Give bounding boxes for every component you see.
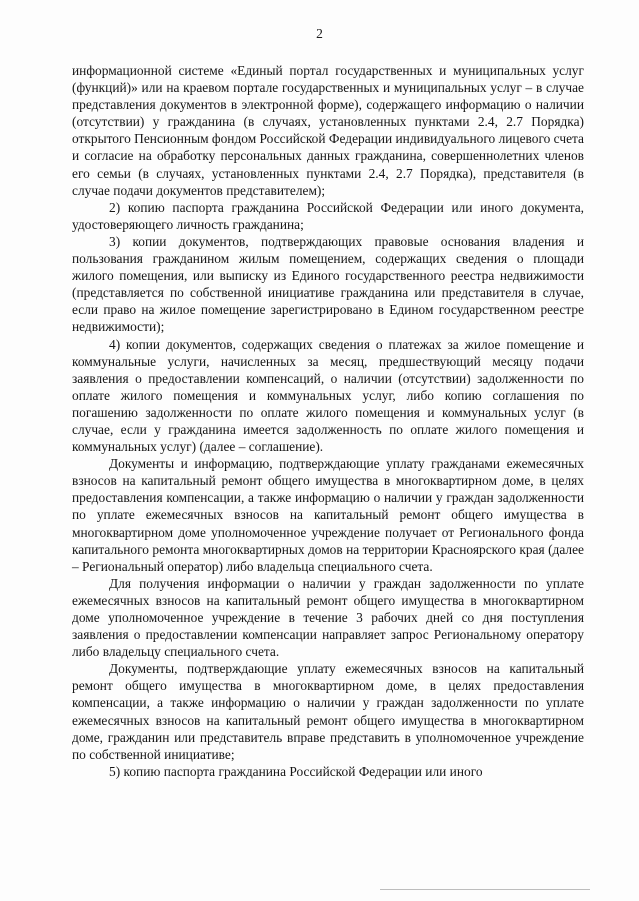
paragraph-own-initiative: Документы, подтверждающие уплату ежемесячных взносов на капитальный ремонт общего имущества в многоквартирном доме, в целях предоставления компенсации, а также информацию о наличии у граждан задолженности по уплате ежемесячных взносов на капитальный ремонт общего имущества в многоквартирном доме, гражданин или представитель вправе представить в уполномоченное учреждение по собственной инициативе; bbox=[72, 661, 584, 762]
paragraph-item-3: 3) копии документов, подтверждающих правовые основания владения и пользования гражданином жилым помещением, содержащих сведения о площади жилого помещения, или выписку из Единого государственного реестра недвижимости (представляется по собственной инициативе гражданина или представителя в случае, если право на жилое помещение зарегистрировано в Едином государственном реестре недвижимости); bbox=[72, 233, 584, 335]
paragraph-debt-information-request: Для получения информации о наличии у граждан задолженности по уплате ежемесячных взносов на капитальный ремонт общего имущества в многоквартирном доме уполномоченное учреждение в течение 3 рабочих дней со дня поступления заявления о предоставлении компенсации направляет запрос Региональному оператору либо владельцу специального счета. bbox=[72, 575, 584, 660]
page-number: 2 bbox=[316, 26, 323, 41]
paragraph-item-4: 4) копии документов, содержащих сведения о платежах за жилое помещение и коммунальные услуги, начисленных за месяц, предшествующий месяцу подачи заявления о предоставлении компенсаций, о наличии (отсутствии) задолженности по оплате жилого помещения и коммунальных услуг, либо копию соглашения по погашению задолженности по оплате жилого помещения и коммунальных услуг (в случае, если у гражданина имеется задолженность по оплате жилого помещения и коммунальных услуг) (далее – соглашение). bbox=[72, 336, 584, 455]
document-body bbox=[72, 62, 584, 780]
paragraph-item-2: 2) копию паспорта гражданина Российской Федерации или иного документа, удостоверяющего личность гражданина; bbox=[72, 199, 584, 232]
paragraph-item-5: 5) копию паспорта гражданина Российской Федерации или иного bbox=[109, 763, 483, 779]
paragraph-capital-repair-documents: Документы и информацию, подтверждающие уплату гражданами ежемесячных взносов на капитальный ремонт общего имущества в многоквартирном доме, в целях предоставления компенсации, а также информацию о наличии у граждан задолженности по уплате ежемесячных взносов на капитальный ремонт общего имущества в многоквартирном доме уполномоченное учреждение получает от Регионального фонда капитального ремонта многоквартирных домов на территории Красноярского края (далее – Региональный оператор) либо владельца специального счета. bbox=[72, 456, 584, 574]
bottom-divider bbox=[380, 889, 590, 890]
paragraph-continuation: информационной системе «Единый портал государственных и муниципальных услуг (функций)» или на краевом портале государственных и муниципальных услуг – в случае представления документов в электронной форме), содержащего информацию о наличии (отсутствии) у гражданина (в случаях, установленных пунктами 2.4, 2.7 Порядка) открытого Пенсионным фондом Российской Федерации индивидуального лицевого счета и согласие на обработку персональных данных гражданина, совершеннолетних членов его семьи (в случаях, установленных пунктами 2.4, 2.7 Порядка), представителя (в случае подачи документов представителем); bbox=[72, 63, 584, 198]
